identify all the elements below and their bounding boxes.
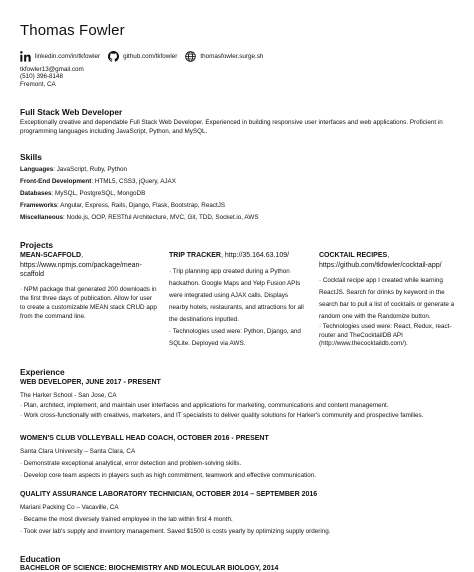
linkedin-icon[interactable] xyxy=(20,51,31,62)
job-org: Santa Clara University – Santa Clara, CA xyxy=(20,448,136,455)
project-desc: · Trip planning app created during a Python hackathon. Google Maps and Yelp Fusion APIs were integrated using AJAX calls. Displays nearby hotels, restaurants, and attractions for all the destinations inputted. xyxy=(169,267,304,323)
job-bullet: · Became the most diversely trained employee in the lab within first 4 month. xyxy=(20,516,233,523)
project-link[interactable]: https://github.com/tkfowler/cocktail-app/ xyxy=(319,261,442,269)
contact-links xyxy=(20,51,267,62)
project-name: MEAN-SCAFFOLD xyxy=(20,252,82,259)
projects-title: Projects xyxy=(20,240,54,250)
summary-title: Full Stack Web Developer xyxy=(20,107,123,117)
project-desc: · NPM package that generated 200 downloads in the first three days of publication. Allow for user to create a customizable MEAN stack CRUD app from the command line. xyxy=(20,285,157,320)
job-title: WOMEN'S CLUB VOLLEYBALL HEAD COACH, OCTOBER 2016 - PRESENT xyxy=(20,435,269,442)
location: Fremont, CA xyxy=(20,80,56,88)
project-link[interactable]: https://www.npmjs.com/package/mean-scaffold xyxy=(20,261,142,278)
summary-text: Exceptionally creative and dependable Full Stack Web Developer. Experienced in building responsive user interfaces and web applications. Proficient in programming languages including JavaScript, Python, and MySQL. xyxy=(20,119,443,135)
education-degree: BACHELOR OF SCIENCE: BIOCHEMISTRY AND MOLECULAR BIOLOGY, 2014 xyxy=(20,565,279,572)
skills-title: Skills xyxy=(20,152,42,162)
skill-row: Miscellaneous: Node.js, OOP, RESTful Architecture, MVC, Git, TDD, Socket.io, AWS xyxy=(20,214,259,221)
email[interactable]: tkfowler13@gmail.com xyxy=(20,66,84,73)
job-org: The Harker School - San Jose, CA xyxy=(20,392,117,399)
contact-info xyxy=(20,66,84,88)
project-desc-tech: · Technologies used were: React, Redux, react-router and TheCocktailDB API (http://www.thecocktaildb.com/). xyxy=(319,323,452,347)
job-bullet: · Work cross-functionally with creatives, marketers, and IT specialists to deliver quality solutions for Harker's community and prospective families. xyxy=(20,412,424,419)
phone: (510) 396-8148 xyxy=(20,73,64,81)
experience-title: Experience xyxy=(20,367,65,377)
linkedin-link[interactable]: linkedin.com/in/tkfowler xyxy=(35,53,101,60)
project-item: MEAN-SCAFFOLD, https://www.npmjs.com/package/mean-scaffold · NPM package that generated 200 downloads in the first three days of publication. Allow for user to create a customizable MEAN stack CRUD app from the command line. xyxy=(20,252,157,320)
job-bullet: · Demonstrate exceptional analytical, error detection and problem-solving skills. xyxy=(20,460,242,467)
project-link[interactable]: http://35.164.63.109/ xyxy=(224,252,290,259)
github-icon[interactable] xyxy=(108,51,119,62)
project-item: TRIP TRACKER, http://35.164.63.109/ · Trip planning app created during a Python hackathon. Google Maps and Yelp Fusion APIs were integrated using AJAX calls. Displays nearby hotels, restaurants, and attractions for all the destinations inputted. · Technologies used were: Python, Django, and SQLite. Deployed via AWS. xyxy=(169,251,307,350)
globe-icon[interactable] xyxy=(185,51,196,62)
skill-row: Frameworks: Angular, Express, Rails, Django, Flask, Bootstrap, ReactJS xyxy=(20,202,226,209)
project-desc-tech: · Technologies used were: Python, Django, and SQLite. Deployed via AWS. xyxy=(169,327,301,347)
skill-row: Databases: MySQL, PostgreSQL, MongoDB xyxy=(20,190,146,197)
project-name: COCKTAIL RECIPES xyxy=(319,252,388,259)
resume-name: Thomas Fowler xyxy=(20,22,125,39)
skill-row: Front-End Development: HTML5, CSS3, jQuery, AJAX xyxy=(20,178,176,185)
job-bullet: · Plan, architect, implement, and maintain user interfaces and applications for marketing, communications and content management. xyxy=(20,402,389,409)
skill-row: Languages: JavaScript, Ruby, Python xyxy=(20,166,127,173)
github-link[interactable]: github.com/tkfowler xyxy=(123,53,178,60)
job-title: QUALITY ASSURANCE LABORATORY TECHNICIAN, OCTOBER 2014 – SEPTEMBER 2016 xyxy=(20,491,318,498)
job-bullet: · Develop core team aspects in players such as high commitment, teamwork and effective communication. xyxy=(20,472,316,479)
project-desc: · Cocktail recipe app I created while learning ReactJS. Search for drinks by keyword in the search bar to pull a list of cocktails or generate a random one with the Randomize button. xyxy=(319,277,455,320)
job-org: Mariani Packing Co – Vacaville, CA xyxy=(20,504,119,511)
project-name: TRIP TRACKER xyxy=(169,252,221,259)
website-link[interactable]: thomasfowler.surge.sh xyxy=(200,53,264,60)
project-item: COCKTAIL RECIPES, https://github.com/tkfowler/cocktail-app/ · Cocktail recipe app I created while learning ReactJS. Search for drinks by keyword in the search bar to pull a list of cocktails or generate a random one with the Randomize button. · Technologies used were: React, Redux, react-router and TheCocktailDB API (http://www.thecocktaildb.com/). xyxy=(319,251,457,349)
job-bullet: · Took over lab's supply and inventory management. Saved $1500 is costs yearly by optimizing supply ordering. xyxy=(20,528,331,535)
job-title: WEB DEVELOPER, JUNE 2017 - PRESENT xyxy=(20,379,161,386)
education-title: Education xyxy=(20,554,61,564)
